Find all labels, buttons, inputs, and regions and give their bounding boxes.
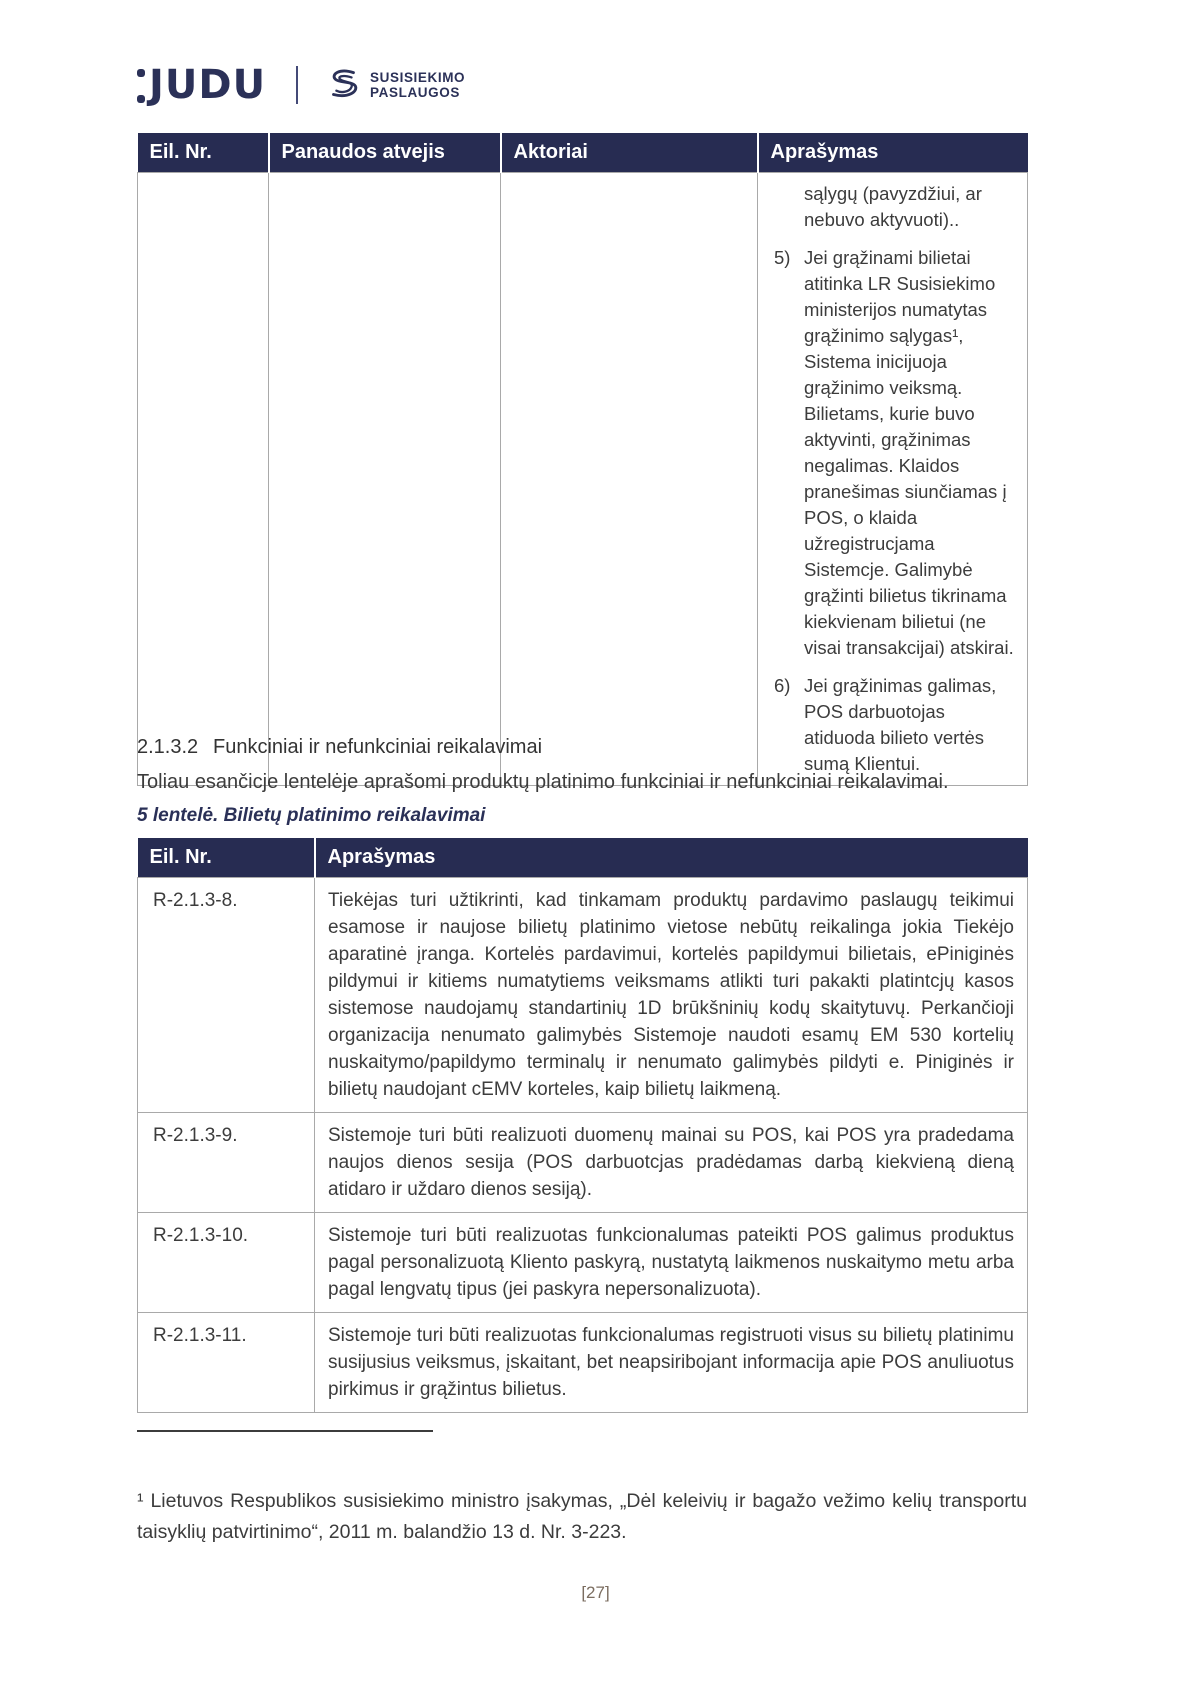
table-row [138, 877, 1028, 1112]
page-number: [27] [581, 1583, 610, 1602]
list-item-number: 5) [774, 246, 791, 268]
empty-cell-panaudos-atvejis [269, 172, 501, 785]
list-item [768, 245, 1019, 661]
requirements-table-header [138, 838, 1028, 877]
requirement-id: R-2.1.3-8. [138, 877, 315, 1112]
page-header-logos [137, 62, 465, 108]
susisiekimo-paslaugos-logo [324, 66, 465, 104]
requirement-description: Tiekėjas turi užtikrinti, kad tinkamam produktų pardavimo paslaugų teikimui esamose ir naujose bilietų platinimo vietose nebūtų reikalinga jokia Tiekėjo aparatinė įranga. Kortelės pardavimui, kortelės papildymui bilietais, ePiniginės pildymui ir kitiems numatytiems veiksmams atlikti turi pakakti platintcjų kasos sistemose naudojamų standartinių 1D brūkšninių kodų skaitytuvų. Perkančioji organizacija nenumato galimybės Sistemoje naudoti esamų EM 530 kortelių nuskaitymo/papildymo terminalų ir nenumato galimybės pildyti e. Piniginės ir bilietų naudojant cEMV korteles, kaip bilietų laikmeną. [315, 877, 1028, 1112]
section-heading [137, 736, 542, 759]
org-name-line2: PASLAUGOS [370, 85, 460, 100]
requirement-description: Sistemoje turi būti realizuotas funkcionalumas registruoti visus su bilietų platinimu susijusius veiksmus, įskaitant, bet neapsiribojant informacija apie POS anuliuotus pirkimus ir grąžintus bilietus. [315, 1312, 1028, 1412]
footnote-text: ¹ Lietuvos Respublikos susisiekimo ministro įsakymas, „Dėl keleivių ir bagažo vežimo kelių transportu taisyklių patvirtinimo“, 2011 m. balandžio 13 d. Nr. 3-223. [137, 1490, 1027, 1543]
logo-divider [296, 66, 298, 104]
requirement-id: R-2.1.3-9. [138, 1112, 315, 1212]
requirements-table [137, 838, 1028, 1413]
table-row [138, 1312, 1028, 1412]
table-row [138, 1212, 1028, 1312]
col-header-aprasymas: Aprašymas [315, 838, 1028, 877]
col-header-aktoriai: Aktoriai [501, 133, 758, 172]
table-row [138, 172, 1028, 785]
requirement-id: R-2.1.3-10. [138, 1212, 315, 1312]
requirement-description: Sistemoje turi būti realizuotas funkcionalumas pateikti POS galimus produktus pagal personalizuotą Kliento paskyrą, nustatytą laikmenos nuskaitymo metu arba pagal lengvatų tipus (jei paskyra nepersonalizuota). [315, 1212, 1028, 1312]
org-name [370, 70, 465, 100]
section-title: Funkciniai ir nefunkciniai reikalavimai [213, 736, 543, 758]
list-item-number: 6) [774, 674, 791, 696]
use-case-table-header [138, 133, 1028, 172]
table-caption: 5 lentelė. Bilietų platinimo reikalavimai [137, 805, 486, 826]
footnote-separator [137, 1430, 433, 1432]
judu-logo [137, 64, 266, 106]
table-row [138, 1112, 1028, 1212]
col-header-panaudos-atvejis: Panaudos atvejis [269, 133, 501, 172]
requirement-description: Sistemoje turi būti realizuoti duomenų mainai su POS, kai POS yra pradedama naujos dienos sesija (POS darbuotcjas pradėdamas darbą kiekvieną dieną atidaro ir uždaro dienos sesiją). [315, 1112, 1028, 1212]
list-item-text: Jei grąžinami bilietai atitinka LR Susisiekimo ministerijos numatytas grąžinimo sąlygas¹, Sistema inicijuoja grąžinimo veiksmą. Bilietams, kurie buvo aktyvinti, grąžinimas negalimas. Klaidos pranešimas siunčiamas į POS, o klaida užregistrucjama Sistemcje. Galimybė grąžinti bilietus tikrinama kiekvienam bilietui (ne visai transakcijai) atskirai. [804, 246, 1014, 658]
empty-cell-aktoriai [501, 172, 758, 785]
list-item-text: Jei grąžinimas galimas, POS darbuotojas atiduoda bilieto vertės sumą Klientui. [804, 674, 997, 774]
section-number: 2.1.3.2 [137, 736, 199, 758]
col-header-eil-nr: Eil. Nr. [138, 133, 269, 172]
judu-dots-icon [137, 64, 149, 106]
susisiekimo-paslaugos-icon [324, 66, 362, 104]
section-intro-paragraph: Toliau esančicje lentelėje aprašomi produktų platinimo funkciniai ir nefunkciniai reikalavimai. [137, 771, 949, 793]
col-header-aprasymas: Aprašymas [758, 133, 1028, 172]
org-name-line1: SUSISIEKIMO [370, 70, 466, 85]
empty-cell-eil-nr [138, 172, 269, 785]
judu-logo-text: JUDU [149, 62, 267, 108]
col-header-eil-nr: Eil. Nr. [138, 838, 315, 877]
description-continuation-text: sąlygų (pavyzdžiui, ar nebuvo aktyvuoti).. [804, 182, 982, 230]
requirement-id: R-2.1.3-11. [138, 1312, 315, 1412]
description-cell [758, 172, 1028, 785]
list-item [768, 673, 1019, 777]
use-case-table [137, 133, 1028, 786]
